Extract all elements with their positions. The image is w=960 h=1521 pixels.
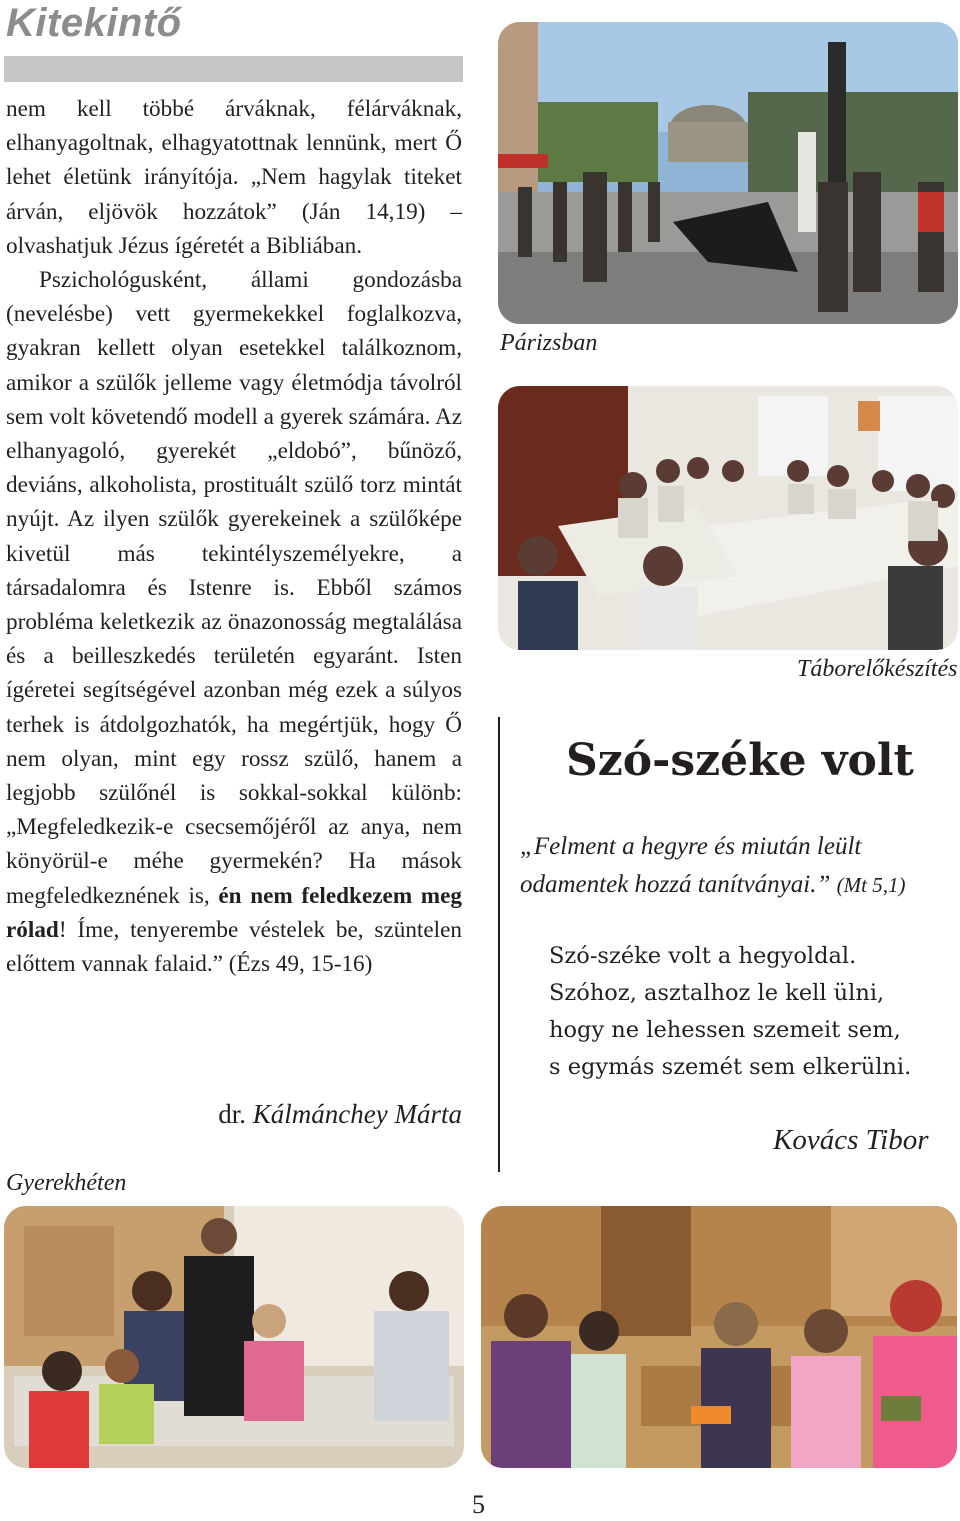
author-prefix: dr. bbox=[218, 1099, 247, 1129]
article-text: Pszichológusként, állami gondozásba (nevelésbe) vett gyermekekkel foglalkozva, gyakran kellett olyan esetekkel találkoznom, amikor a szülők jelleme vagy életmódja távolról sem volt követendő modell a gyerek számára. Az elhanyagoló, gyerekét „eldobó”, bűnöző, deviáns, alkoholista, prostituált szülő torz mintát nyújt. Az ilyen szülők gyerekeinek a szülőképe kivetül más tekintélyszemélyekre, a társadalomra és Istenre is. Ebből számos probléma keletkezik az önazonosság megtalálása és a beilleszkedés területén egyaránt. Isten ígéretei segítségével azonban még ezek a súlyos terhek is átdolgozhatók, ha megértjük, hogy Ő nem olyan, mint egy rossz szülő, hanem a legjobb szülőnél is sokkal-sokkal különb: „Megfeledkezik-e csecsemőjéről az anya, nem könyörül-e méhe gyermekén? Ha mások megfeledkeznének is, bbox=[6, 267, 462, 909]
paris-photo bbox=[498, 22, 958, 324]
article-body bbox=[6, 92, 462, 981]
poem-line: s egymás szemét sem elkerülni. bbox=[549, 1054, 912, 1080]
page-number: 5 bbox=[472, 1490, 485, 1519]
poem-epigraph bbox=[520, 828, 950, 904]
author-name: Kálmánchey Márta bbox=[252, 1099, 462, 1129]
poem-line: hogy ne lehessen szemeit sem, bbox=[549, 1017, 901, 1043]
article-paragraph-2 bbox=[6, 263, 462, 981]
paris-caption: Párizsban bbox=[500, 330, 598, 356]
kids-week-photo-right bbox=[481, 1206, 957, 1468]
poem-body bbox=[549, 938, 911, 1086]
epigraph-text: „Felment a hegyre és miután leült odamentek hozzá tanítványai.” bbox=[520, 833, 862, 898]
header-bar bbox=[4, 56, 463, 82]
poem-line: Szóhoz, asztalhoz le kell ülni, bbox=[549, 980, 885, 1006]
poem-line: Szó-széke volt a hegyoldal. bbox=[549, 943, 857, 969]
poem-title: Szó-széke volt bbox=[566, 735, 914, 786]
section-title: Kitekintő bbox=[6, 1, 182, 45]
kids-week-photo-left bbox=[4, 1206, 464, 1468]
camp-prep-photo bbox=[498, 386, 958, 650]
article-paragraph-1: nem kell többé árváknak, félárváknak, elhanyagoltnak, elhagyatottnak lennünk, mert Ő lehet életünk irányítója. „Nem hagylak titeket árván, eljövök hozzátok” (Ján 14,19) – olvashatjuk Jézus ígéretét a Bibliában. bbox=[6, 96, 462, 259]
epigraph-reference: (Mt 5,1) bbox=[836, 873, 906, 897]
poem-author: Kovács Tibor bbox=[773, 1124, 929, 1156]
poem-divider bbox=[498, 717, 500, 1172]
article-author bbox=[218, 1099, 462, 1130]
article-text-end: ! Íme, tenyerembe véstelek be, szüntelen előttem vannak falaid.” (Ézs 49, 15-16) bbox=[6, 916, 462, 978]
kids-week-caption: Gyerekhéten bbox=[6, 1170, 127, 1196]
camp-prep-caption: Táborelőkészítés bbox=[797, 656, 958, 682]
article-emphasis: én nem feledkezem meg rólad bbox=[6, 882, 462, 943]
